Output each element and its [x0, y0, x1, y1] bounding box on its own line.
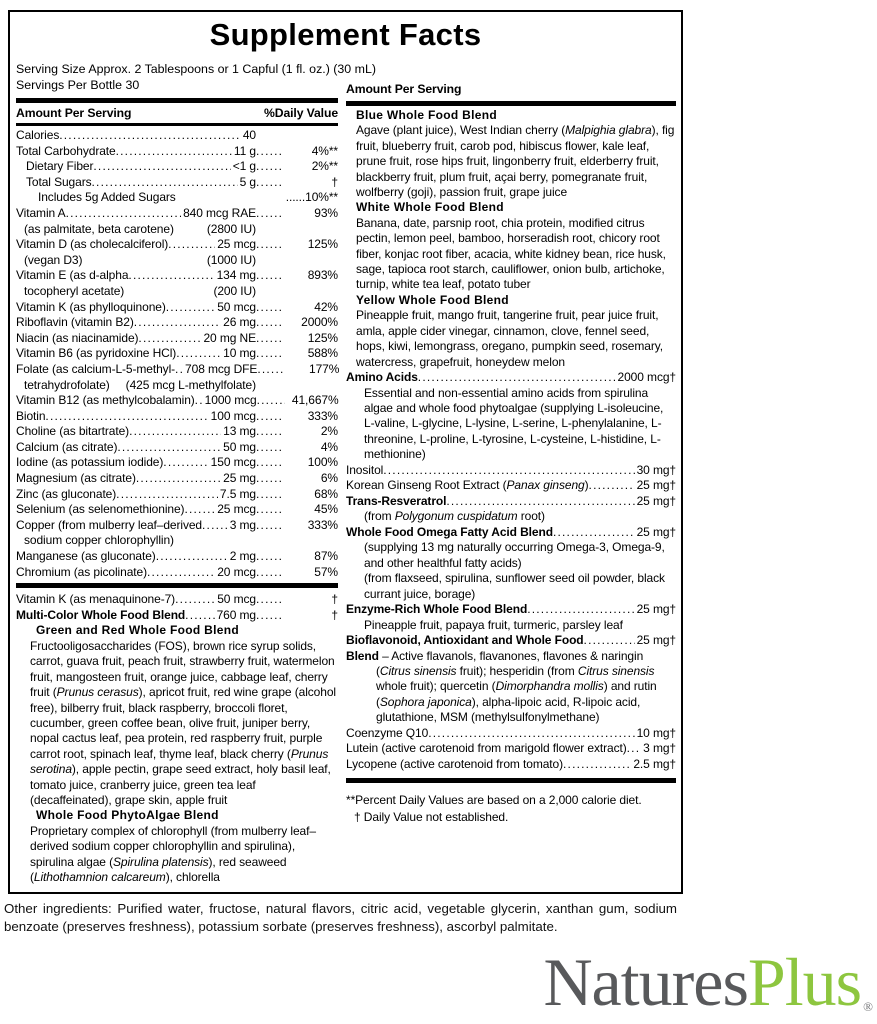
right-column	[346, 82, 676, 825]
nutrient-row	[346, 633, 676, 649]
dot-leader	[256, 315, 284, 331]
ingredient-list-text: (from Polygonum cuspidatum root)	[364, 509, 545, 524]
nutrient-amount: 1000 mcg	[204, 393, 257, 408]
dot-leader	[418, 370, 616, 386]
dot-leader	[138, 331, 201, 347]
registered-trademark-icon: ®	[863, 999, 873, 1014]
blend-rows	[16, 592, 338, 885]
blend-subheading: Whole Food PhytoAlgae Blend	[36, 808, 219, 823]
dot-leader	[256, 487, 284, 503]
dot-leader	[627, 741, 642, 757]
ingredient-list-text: Pineapple fruit, mango fruit, tangerine fruit, pear juice fruit, amla, apple cider vinegar, cinnamon, clove, fennel seed, hops, kiwi, lemongrass, oregano, pumpkin seed, rosemary, watercress, grapefruit, honeydew melon	[356, 308, 663, 369]
nutrient-amount: 708 mcg DFE	[185, 361, 258, 376]
nutrient-name: Total Carbohydrate	[16, 143, 116, 158]
nutrient-row	[16, 409, 338, 425]
nutrient-row	[346, 602, 676, 618]
nutrient-name: Total Sugars	[26, 174, 92, 189]
dot-leader	[168, 237, 215, 253]
dot-leader	[175, 362, 183, 378]
nutrient-row	[16, 565, 338, 581]
nutrient-continuation-row	[16, 253, 338, 269]
divider-bar	[16, 123, 338, 126]
nutrient-amount: 25 mg†	[636, 493, 676, 508]
nutrient-name: Vitamin B6 (as pyridoxine HCl)	[16, 346, 177, 361]
daily-value: 588%	[307, 346, 338, 361]
nutrient-name: Niacin (as niacinamide)	[16, 330, 139, 345]
dot-leader	[128, 268, 214, 284]
blend-subheading: Green and Red Whole Food Blend	[36, 623, 240, 638]
nutrient-continuation-row	[16, 222, 338, 238]
logo-natures: Natures	[543, 944, 748, 1020]
nutrient-amount: 25 mg†	[636, 601, 676, 616]
daily-value: 42%	[314, 299, 338, 314]
nutrient-amount: (2800 IU)	[206, 221, 256, 236]
nutrient-name: Zinc (as gluconate)	[16, 486, 117, 501]
nutrient-amount: 134 mg	[216, 268, 256, 283]
other-ingredients: Other ingredients: Purified water, fructose, natural flavors, citric acid, vegetable glycerin, xanthan gum, sodium benzoate (preserves freshness), potassium sorbate (preserves freshness), ascorbyl palmitate.	[4, 901, 677, 934]
nutrient-row	[16, 592, 338, 608]
nutrient-name: (vegan D3)	[24, 252, 83, 267]
nutrient-name: Coenzyme Q10	[346, 725, 429, 740]
nutrient-name: Vitamin D (as cholecalciferol)	[16, 237, 169, 252]
serving-size: Serving Size Approx. 2 Tablespoons or 1 Capful (1 fl. oz.) (30 mL)	[16, 62, 376, 76]
dot-leader	[257, 362, 285, 378]
brand-logo	[543, 944, 873, 1020]
ingredient-list-text: Banana, date, parsnip root, chia protein, modified citrus pectin, lemon peel, bamboo, horseradish root, chicory root fiber, konjac root fiber, acacia, white kidney bean, rice husk, sage, tapioca root starch, cauliflower, onion bulb, artichoke, turnip, white tea leaf, potato tuber	[356, 215, 666, 292]
nutrient-row	[16, 206, 338, 222]
nutrient-name: Calcium (as citrate)	[16, 439, 118, 454]
nutrient-row	[346, 494, 676, 510]
nutrient-row	[16, 362, 338, 378]
nutrient-row	[16, 268, 338, 284]
dot-leader	[129, 424, 221, 440]
dot-leader	[92, 175, 238, 191]
dot-leader	[45, 409, 208, 425]
dot-leader	[256, 300, 284, 316]
nutrient-rows	[16, 128, 338, 580]
nutrient-name: Calories	[16, 128, 60, 142]
nutrient-name: Enzyme-Rich Whole Food Blend	[346, 601, 528, 616]
nutrient-amount: 25 mg	[223, 471, 256, 486]
nutrient-name: Copper (from mulberry leaf–derived	[16, 517, 203, 532]
supplement-facts-panel	[8, 10, 683, 894]
nutrient-name: Multi-Color Whole Food Blend	[16, 607, 186, 622]
nutrient-name: tetrahydrofolate)	[24, 377, 110, 392]
nutrient-amount: 13 mg	[223, 424, 256, 439]
ingredient-list-text: (from flaxseed, spirulina, sunflower seed oil powder, black currant juice, borage)	[364, 571, 665, 601]
nutrient-amount: 5 g	[239, 174, 256, 189]
dot-leader	[383, 463, 634, 479]
nutrient-name: Iodine (as potassium iodide)	[16, 455, 164, 470]
nutrient-amount: 10 mg†	[636, 725, 676, 740]
dot-leader	[256, 518, 284, 534]
dot-leader	[202, 518, 228, 534]
dot-leader	[256, 159, 284, 175]
nutrient-amount: 50 mg	[223, 439, 256, 454]
nutrient-row	[16, 331, 338, 347]
nutrient-amount: 20 mg NE	[203, 330, 256, 345]
dot-leader	[256, 144, 284, 160]
dot-leader	[175, 592, 215, 608]
footnote-dagger: † Daily Value not established.	[354, 809, 509, 824]
nutrient-name: Vitamin A	[16, 205, 66, 220]
daily-value: 177%	[309, 361, 340, 376]
nutrient-row	[16, 518, 338, 534]
nutrient-amount: 100 mcg	[210, 408, 256, 423]
panel-title: Supplement Facts	[209, 17, 482, 52]
dot-leader	[256, 409, 284, 425]
dot-leader	[256, 549, 284, 565]
nutrient-row	[16, 159, 338, 175]
daily-value: †	[331, 174, 338, 189]
ingredient-list-text: Fructooligosaccharides (FOS), brown rice syrup solids, carrot, guava fruit, peach fruit, strawberry fruit, watermelon fruit, mangosteen fruit, orange juice, cabbage leaf, cherry fruit (Prunus cerasus), apricot fruit, red wine grape (alcohol free), bilberry fruit, black raspberry, broccoli floret, cucumber, green coffee bean, olive fruit, juniper berry, nopal cactus leaf, pea protein, red raspberry fruit, purple carrot root, spinach leaf, thyme leaf, black cherry (Prunus serotina), apple pectin, grape seed extract, holy basil leaf, tomato juice, cranberry juice, green tea leaf (decaffeinated), grape skin, apple fruit	[30, 639, 336, 808]
nutrient-name: Bioflavonoid, Antioxidant and Whole Food	[346, 632, 584, 647]
nutrient-name: Vitamin K (as menaquinone-7)	[16, 592, 176, 607]
dot-leader	[117, 440, 221, 456]
nutrient-continuation-row	[16, 378, 338, 394]
dot-leader	[256, 346, 284, 362]
blend-subheading: Blue Whole Food Blend	[356, 108, 497, 122]
nutrient-row	[16, 455, 338, 471]
nutrient-amount: (1000 IU)	[206, 252, 256, 267]
daily-value: 87%	[314, 549, 338, 564]
dot-leader	[256, 331, 284, 347]
dot-leader	[256, 455, 284, 471]
dot-leader	[553, 525, 635, 541]
nutrient-amount: 2.5 mg†	[633, 756, 676, 771]
ingredient-list-text: Essential and non-essential amino acids from spirulina algae and whole food phytoalgae (supplying L-isoleucine, L-valine, L-glycine, L-lysine, L-serine, L-phenylalanine, L-threonine, L-proline, L-tyrosine, L-cysteine, L-histidine, L-methionine)	[364, 385, 664, 462]
nutrient-amount: (425 mcg L-methylfolate)	[125, 377, 256, 392]
nutrient-row	[16, 393, 338, 409]
nutrient-name: Vitamin K (as phylloquinone)	[16, 299, 166, 314]
footnotes	[346, 792, 676, 825]
nutrient-name: (as palmitate, beta carotene)	[24, 221, 174, 236]
servings-per-bottle: Servings Per Bottle 30	[16, 77, 140, 92]
left-column	[16, 98, 338, 886]
dot-leader	[256, 424, 284, 440]
daily-value: 41,667%	[291, 393, 339, 408]
nutrient-name: Selenium (as selenomethionine)	[16, 502, 185, 517]
daily-value: †	[331, 592, 338, 607]
blend-rows	[346, 108, 676, 772]
nutrient-name: Riboflavin (vitamin B2)	[16, 315, 134, 330]
daily-value: 2000%	[301, 315, 338, 330]
daily-value: 45%	[314, 502, 338, 517]
nutrient-row	[346, 525, 676, 541]
footnote-daily-values: **Percent Daily Values are based on a 2,000 calorie diet.	[346, 793, 642, 808]
dot-leader	[176, 346, 221, 362]
nutrient-amount: 7.5 mg	[219, 486, 256, 501]
nutrient-row	[346, 726, 676, 742]
daily-value: 57%	[314, 564, 338, 579]
nutrient-row	[16, 502, 338, 518]
nutrient-amount: 30 mg†	[636, 462, 676, 477]
dot-leader	[156, 549, 228, 565]
nutrient-name: Vitamin E (as d-alpha	[16, 268, 129, 283]
dot-leader	[527, 602, 634, 618]
ingredient-list-text: (supplying 13 mg naturally occurring Omega-3, Omega-9, and other healthful fatty acids)	[364, 540, 665, 570]
nutrient-amount: 50 mcg	[217, 299, 256, 314]
daily-value: 4%**	[311, 143, 338, 158]
nutrient-amount: 10 mg	[223, 346, 256, 361]
nutrient-amount: 760 mg	[216, 607, 256, 622]
nutrient-row	[16, 315, 338, 331]
nutrient-row	[16, 175, 338, 191]
nutrient-row	[346, 478, 676, 494]
nutrient-row	[346, 741, 676, 757]
nutrient-name: Includes 5g Added Sugars	[38, 190, 176, 205]
dot-leader	[584, 633, 635, 649]
daily-value: 2%**	[311, 159, 338, 174]
nutrient-name: Trans-Resveratrol	[346, 493, 447, 508]
nutrient-amount: (200 IU)	[213, 283, 256, 298]
nutrient-row	[16, 190, 338, 206]
daily-value: ......10%**	[285, 190, 338, 205]
daily-value: †	[331, 607, 338, 622]
dot-leader	[256, 237, 284, 253]
nutrient-name: sodium copper chlorophyllin)	[24, 533, 174, 548]
ingredient-list-text: Proprietary complex of chlorophyll (from mulberry leaf–derived sodium copper chlorophyllin and spirulina), spirulina algae (Spirulina platensis), red seaweed (Lithothamnion calcareum), chlorella	[30, 824, 316, 885]
dot-leader	[446, 494, 634, 510]
nutrient-amount: 50 mcg	[217, 592, 256, 607]
nutrient-amount: 2000 mcg†	[617, 369, 676, 384]
daily-value-header: %Daily Value	[264, 106, 338, 120]
nutrient-name: Choline (as bitartrate)	[16, 424, 130, 439]
nutrient-amount: 3 mg†	[643, 741, 676, 756]
dot-leader	[66, 206, 181, 222]
nutrient-row	[16, 471, 338, 487]
nutrient-continuation-row	[16, 284, 338, 300]
divider-bar	[16, 583, 338, 588]
nutrient-row	[16, 237, 338, 253]
nutrient-row	[16, 440, 338, 456]
nutrient-name: Chromium (as picolinate)	[16, 564, 147, 579]
nutrient-name: Magnesium (as citrate)	[16, 471, 136, 486]
ingredient-list-text: Agave (plant juice), West Indian cherry (Malpighia glabra), fig fruit, blueberry fruit, carob pod, hibiscus flower, kale leaf, prune fruit, rose hips fruit, lingonberry fruit, elderberry fruit, blackberry fruit, plum fruit, açai berry, pomegranate fruit, wolfberry (goji), passion fruit, grape juice	[356, 123, 675, 200]
ingredient-list-text: Pineapple fruit, papaya fruit, turmeric, parsley leaf	[364, 617, 623, 632]
dot-leader	[93, 159, 230, 175]
nutrient-name: Whole Food Omega Fatty Acid Blend	[346, 524, 553, 539]
nutrient-row	[16, 487, 338, 503]
dot-leader	[116, 487, 218, 503]
daily-value: 125%	[307, 237, 338, 252]
logo-plus: Plus	[747, 944, 862, 1020]
dot-leader	[428, 726, 634, 742]
nutrient-name: Lycopene (active carotenoid from tomato)	[346, 756, 563, 771]
daily-value: 6%	[320, 471, 338, 486]
nutrient-row	[16, 424, 338, 440]
dot-leader	[195, 393, 203, 409]
daily-value: 100%	[307, 455, 338, 470]
dot-leader	[257, 393, 285, 409]
dot-leader	[256, 502, 284, 518]
dot-leader	[256, 206, 284, 222]
nutrient-amount: 840 mcg RAE	[183, 205, 256, 220]
nutrient-row	[16, 346, 338, 362]
divider-bar	[346, 778, 676, 783]
nutrient-row	[16, 144, 338, 160]
dot-leader	[256, 471, 284, 487]
nutrient-amount: 11 g	[233, 143, 256, 158]
nutrient-amount: 40	[242, 128, 256, 142]
amount-per-serving-header: Amount Per Serving	[346, 82, 462, 96]
dot-leader	[184, 502, 215, 518]
dot-leader	[163, 455, 208, 471]
dot-leader	[136, 471, 221, 487]
blend-subheading: Yellow Whole Food Blend	[356, 292, 509, 307]
nutrient-amount: <1 g	[232, 159, 256, 174]
nutrient-row	[16, 549, 338, 565]
nutrient-row	[16, 128, 338, 144]
dot-leader	[116, 144, 232, 160]
daily-value: 2%	[320, 424, 338, 439]
amount-per-serving-header: Amount Per Serving	[16, 106, 132, 120]
daily-value: 333%	[307, 408, 338, 423]
nutrient-name: Lutein (active carotenoid from marigold flower extract)	[346, 741, 627, 756]
nutrient-amount: 2 mg	[229, 549, 256, 564]
dot-leader	[256, 268, 284, 284]
daily-value: 333%	[307, 517, 338, 532]
nutrient-name: Folate (as calcium-L-5-methyl-	[16, 361, 176, 376]
dot-leader	[256, 440, 284, 456]
nutrient-name: Dietary Fiber	[26, 159, 94, 174]
nutrient-amount: 25 mg†	[636, 478, 676, 493]
nutrient-amount: 150 mcg	[210, 455, 256, 470]
dot-leader	[256, 592, 284, 608]
dot-leader	[256, 175, 284, 191]
daily-value: 4%	[320, 439, 338, 454]
nutrient-row	[346, 757, 676, 773]
dot-leader	[185, 608, 214, 624]
nutrient-amount: 25 mg†	[636, 632, 676, 647]
nutrient-row	[346, 463, 676, 479]
daily-value: 93%	[314, 205, 338, 220]
nutrient-amount: 25 mg†	[636, 524, 676, 539]
nutrient-name: Biotin	[16, 408, 46, 423]
dot-leader	[256, 565, 284, 581]
dot-leader	[147, 565, 215, 581]
nutrient-amount: 26 mg	[223, 315, 256, 330]
nutrient-amount: 25 mcg	[217, 502, 256, 517]
daily-value: 125%	[307, 330, 338, 345]
nutrient-amount: 20 mcg	[217, 564, 256, 579]
dot-leader	[256, 608, 284, 624]
nutrient-name: Inositol	[346, 462, 384, 477]
nutrient-row	[16, 608, 338, 624]
left-column-header	[16, 103, 338, 122]
nutrient-row	[16, 300, 338, 316]
nutrient-name: Amino Acids	[346, 369, 418, 384]
nutrient-continuation-row	[16, 533, 338, 549]
dot-leader	[166, 300, 216, 316]
dot-leader	[563, 757, 631, 773]
nutrient-name: Vitamin B12 (as methylcobalamin)	[16, 393, 195, 408]
daily-value: 893%	[307, 268, 338, 283]
nutrient-name: Korean Ginseng Root Extract (Panax ginseng)	[346, 478, 589, 493]
dot-leader	[59, 128, 241, 144]
nutrient-name: Manganese (as gluconate)	[16, 549, 156, 564]
daily-value: 68%	[314, 486, 338, 501]
divider-bar	[346, 101, 676, 106]
nutrient-amount: 25 mcg	[217, 237, 256, 252]
blend-subheading: White Whole Food Blend	[356, 200, 504, 215]
dot-leader	[589, 478, 635, 494]
ingredient-list-text: Blend – Active flavanols, flavanones, flavones & naringin (Citrus sinensis fruit); hesperidin (from Citrus sinensis whole fruit); quercetin (Dimorphandra mollis) and rutin (Sophora japonica), alpha-lipoic acid, R-lipoic acid, glutathione, MSM (methylsulfonylmethane)	[346, 648, 657, 725]
nutrient-amount: 3 mg	[229, 517, 256, 532]
nutrient-name: tocopheryl acetate)	[24, 283, 125, 298]
dot-leader	[134, 315, 221, 331]
nutrient-row	[346, 370, 676, 386]
